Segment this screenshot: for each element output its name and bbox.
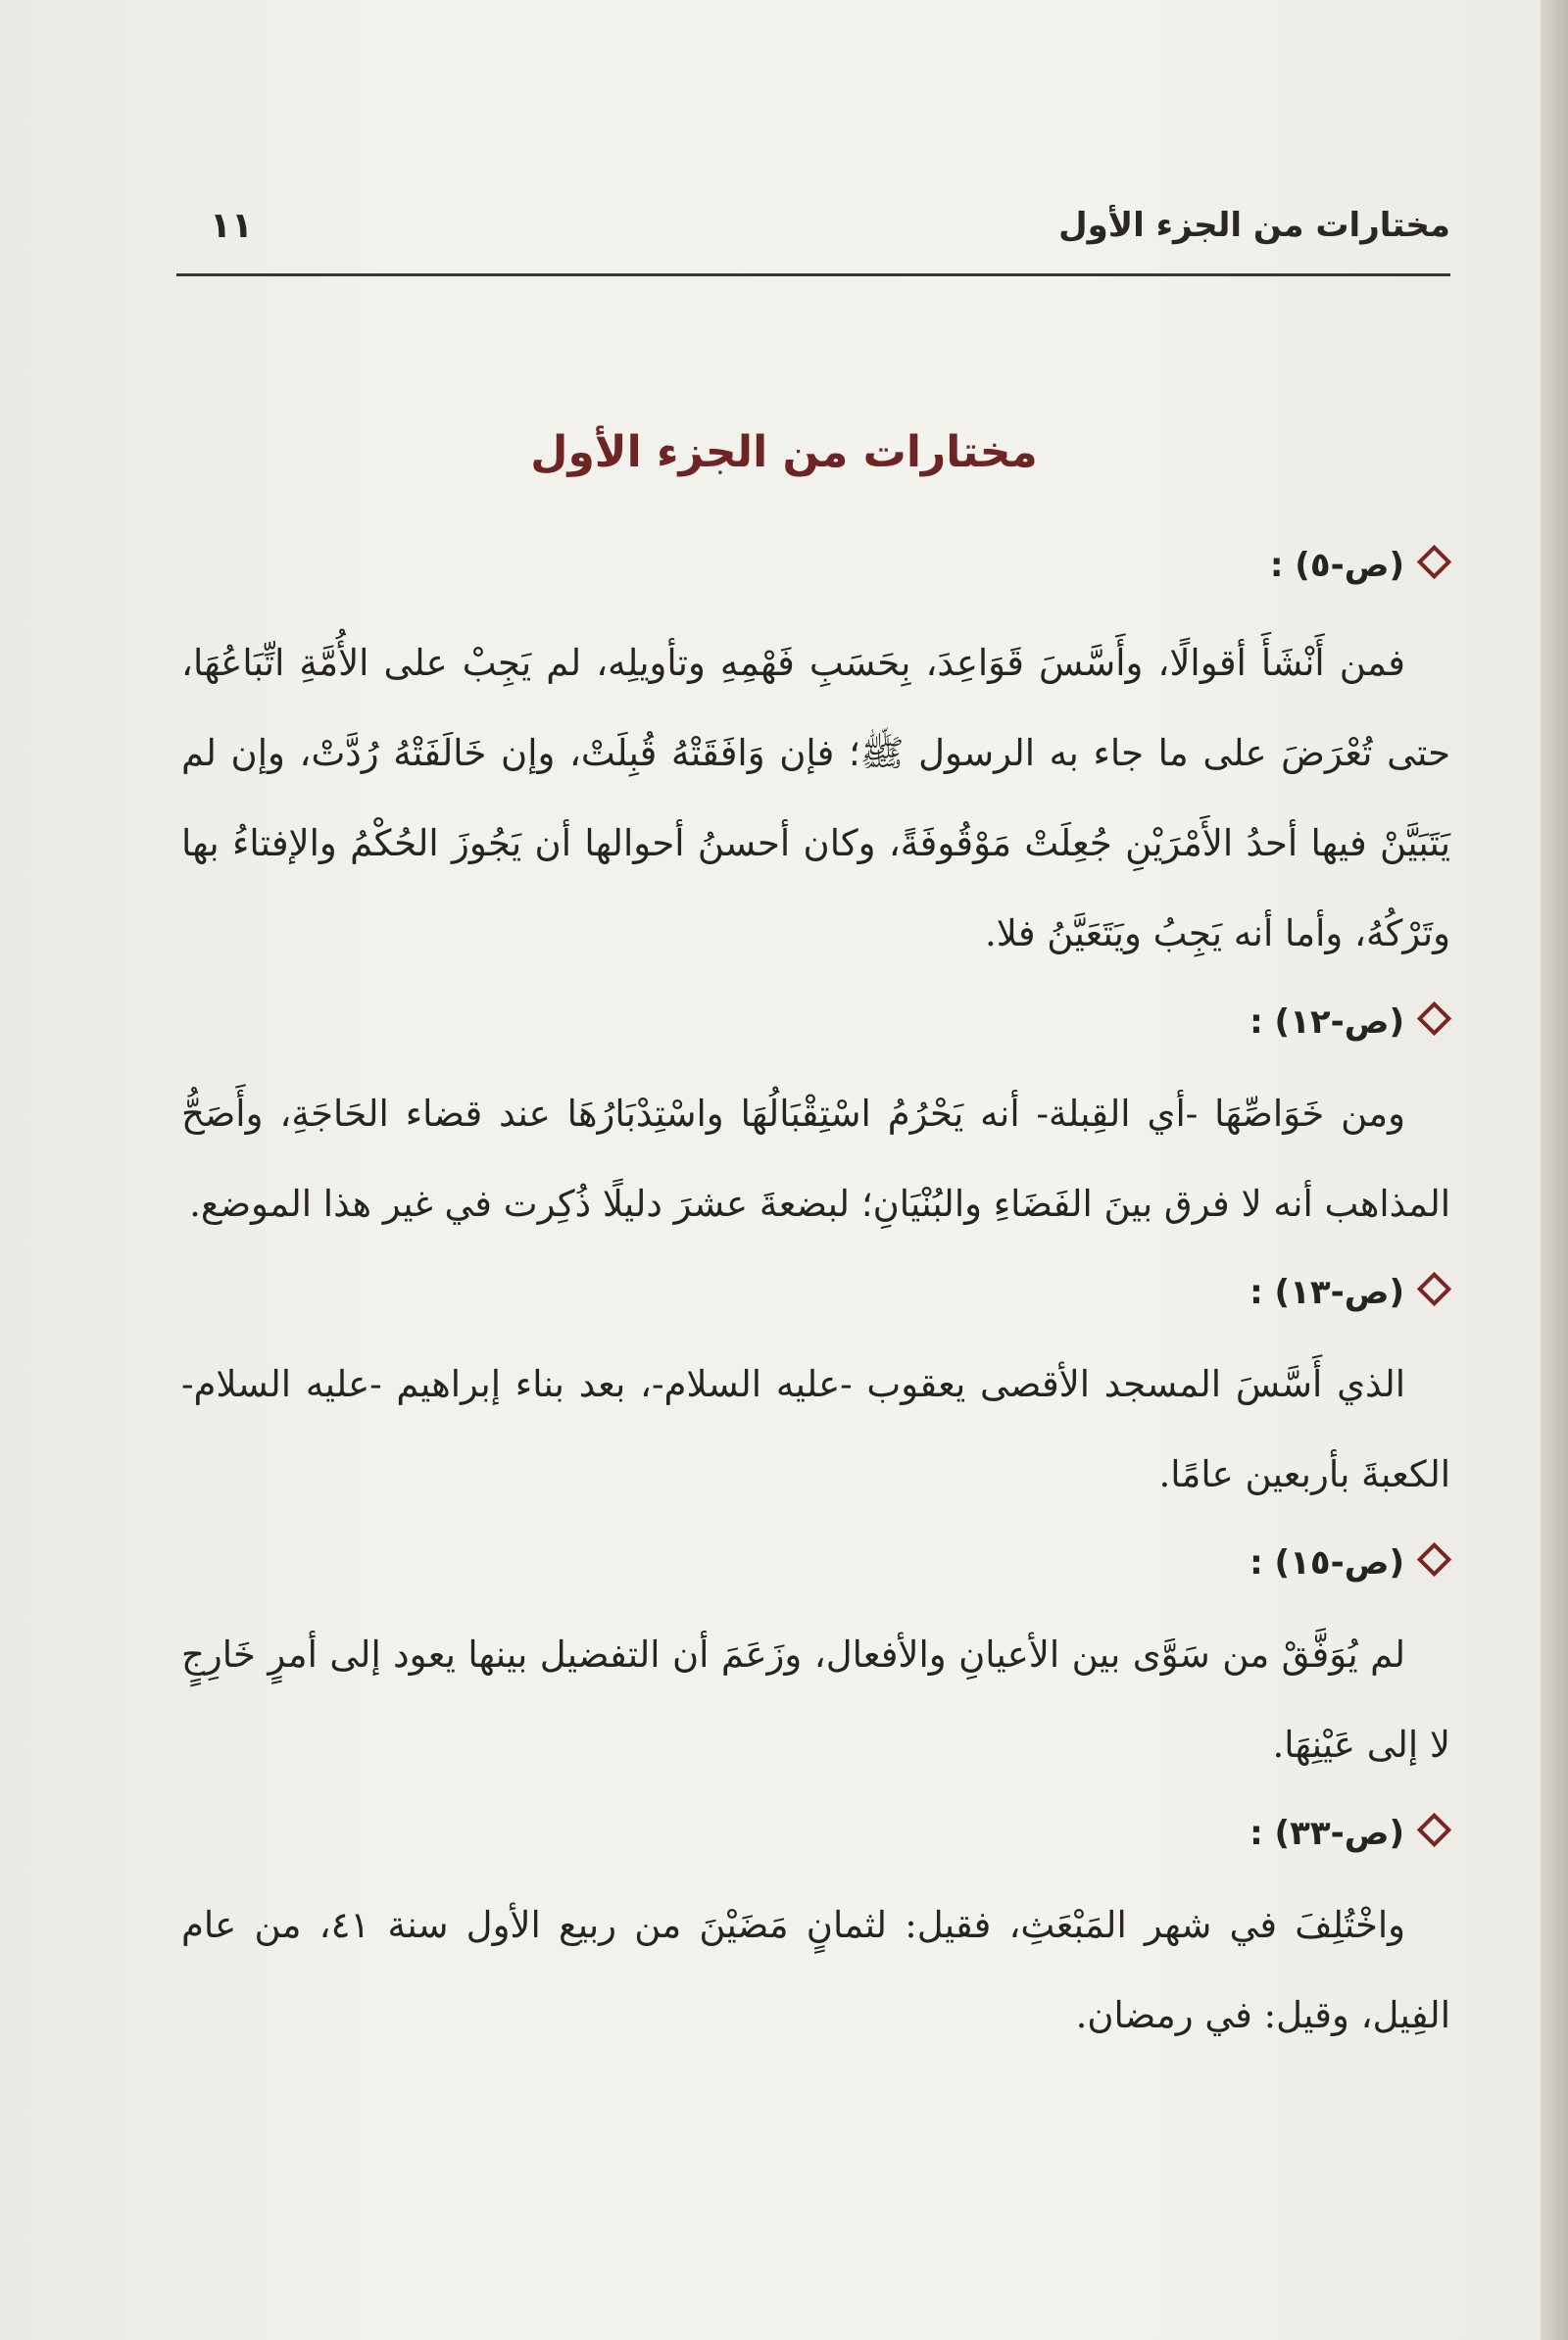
page-number: ١١ — [210, 206, 253, 246]
page-edge — [1541, 0, 1568, 2340]
section-p12 — [181, 991, 1450, 1249]
section-ref: (ص-١٣) : — [1250, 1273, 1404, 1312]
page-content — [181, 534, 1450, 2072]
section-marker — [181, 1261, 1450, 1324]
section-text: فمن أَنْشَأَ أقوالًا، وأَسَّسَ قَوَاعِدَ، بِحَسَبِ فَهْمِهِ وتأويلِه، لم يَجِبْ على الأُمَّةِ اتِّبَاعُهَا، حتى تُعْرَضَ على ما جاء به الرسول ﷺ؛ فإن وَافَقَتْهُ قُبِلَتْ، وإن خَالَفَتْهُ رُدَّتْ، وإن لم يَتَبَيَّنْ فيها أحدُ الأَمْرَيْنِ جُعِلَتْ مَوْقُوفَةً، وكان أحسنُ أحوالها أن يَجُوزَ الحُكْمُ والإفتاءُ بها وتَرْكُهُ، وأما أنه يَجِبُ ويَتَعَيَّنُ فلا. — [181, 642, 1450, 954]
diamond-bullet-icon — [1417, 1272, 1451, 1306]
section-marker — [181, 1532, 1450, 1594]
section-text: الذي أَسَّسَ المسجد الأقصى يعقوب -عليه السلام-، بعد بناء إبراهيم -عليه السلام- الكعبةَ بأربعين عامًا. — [181, 1363, 1450, 1495]
section-p33 — [181, 1802, 1450, 2061]
section-ref: (ص-١٥) : — [1250, 1543, 1404, 1583]
section-ref: (ص-٥) : — [1269, 546, 1404, 585]
section-p5 — [181, 534, 1450, 979]
running-title: مختارات من الجزء الأول — [1058, 206, 1450, 245]
diamond-bullet-icon — [1417, 1542, 1451, 1577]
section-ref: (ص-١٢) : — [1250, 1002, 1404, 1042]
diamond-bullet-icon — [1417, 1001, 1451, 1036]
section-p13 — [181, 1261, 1450, 1520]
section-text: لم يُوَفَّقْ من سَوَّى بين الأعيانِ والأفعال، وزَعَمَ أن التفضيل بينها يعود إلى أمرٍ خَارِجٍ لا إلى عَيْنِهَا. — [181, 1633, 1450, 1766]
section-ref: (ص-٣٣) : — [1250, 1814, 1404, 1853]
section-marker — [181, 534, 1450, 597]
section-marker — [181, 991, 1450, 1053]
section-text: واخْتُلِفَ في شهر المَبْعَثِ، فقيل: لثمانٍ مَضَيْنَ من ربيع الأول سنة ٤١، من عام الفِيل، وقيل: في رمضان. — [181, 1904, 1450, 2036]
section-p15 — [181, 1532, 1450, 1790]
section-text: ومن خَوَاصِّهَا -أي القِبلة- أنه يَحْرُمُ اسْتِقْبَالُهَا واسْتِدْبَارُهَا عند قضاء الحَاجَةِ، وأَصَحُّ المذاهب أنه لا فرق بينَ الفَضَاءِ والبُنْيَانِ؛ لبضعةَ عشرَ دليلًا ذُكِرت في غير هذا الموضع. — [181, 1093, 1450, 1225]
diamond-bullet-icon — [1417, 1813, 1451, 1847]
header-rule — [176, 273, 1450, 276]
section-marker — [181, 1802, 1450, 1865]
running-header — [176, 206, 1450, 265]
diamond-bullet-icon — [1417, 545, 1451, 579]
chapter-title: مختارات من الجزء الأول — [530, 427, 1038, 477]
